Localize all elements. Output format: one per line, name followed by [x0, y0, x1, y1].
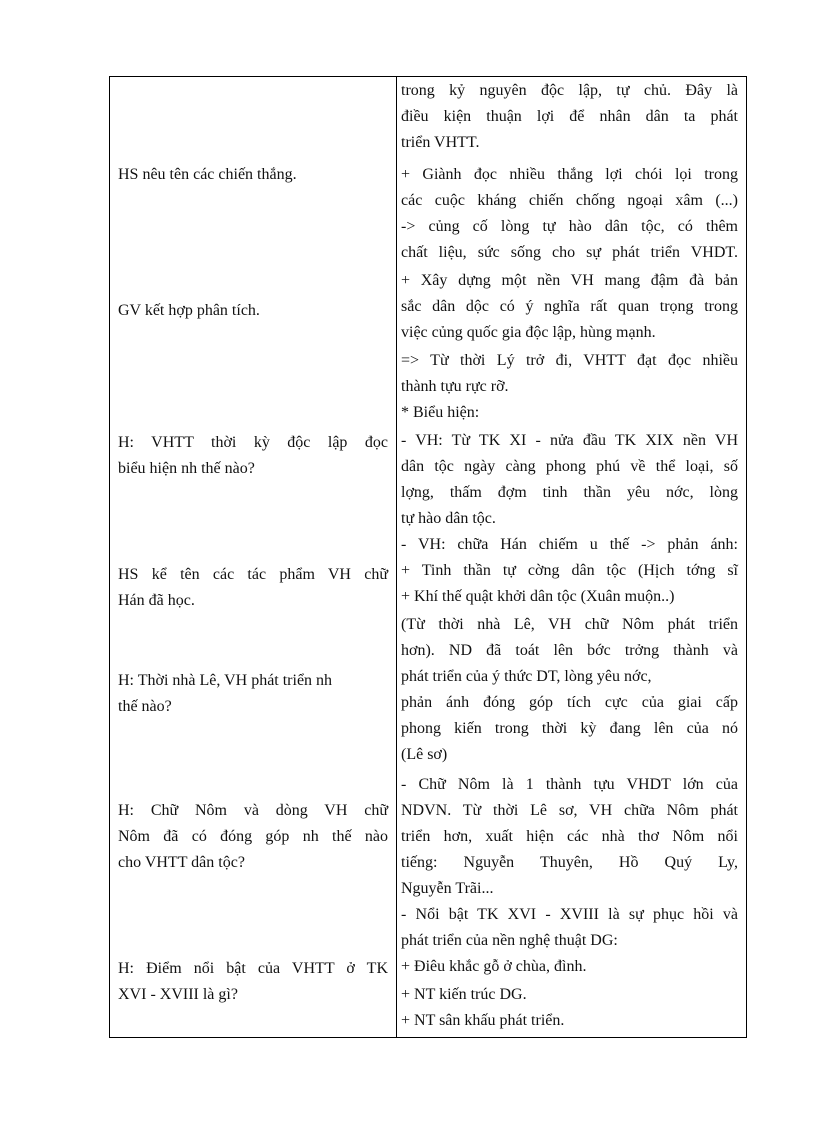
right-line: - Chữ Nôm là 1 thành tựu VHDT lớn của	[401, 776, 738, 793]
left-line: biểu hiện nh thế nào?	[118, 460, 255, 477]
right-line: thành tựu rực rỡ.	[401, 378, 509, 395]
left-line: H: Thời nhà Lê, VH phát triển nh	[118, 672, 333, 689]
left-line: H: Chữ Nôm và dòng VH chữ	[118, 802, 388, 819]
right-line: => Từ thời Lý trở đi, VHTT đạt đọc nhiều	[401, 352, 738, 369]
right-line: dân tộc ngày càng phong phú về thể loại, số	[401, 458, 738, 475]
right-line: tiếng: Nguyễn Thuyên, Hồ Quý Ly,	[401, 854, 738, 871]
right-line: NDVN. Từ thời Lê sơ, VH chữa Nôm phát	[401, 802, 738, 819]
right-line: - VH: Từ TK XI - nửa đầu TK XIX nền VH	[401, 432, 738, 449]
right-line: (Lê sơ)	[401, 746, 448, 763]
left-line: cho VHTT dân tộc?	[118, 854, 245, 871]
right-line: -> củng cố lòng tự hào dân tộc, có thêm	[401, 218, 738, 235]
right-line: phản ánh đóng góp tích cực của giai cấp	[401, 694, 738, 711]
lesson-table	[109, 76, 747, 1038]
right-line: chất liệu, sức sống cho sự phát triển VHDT.	[401, 244, 738, 261]
right-line: các cuộc kháng chiến chống ngoại xâm (...)	[401, 192, 738, 209]
left-line: Nôm đã có đóng góp nh thế nào	[118, 828, 388, 845]
right-line: lợng, thấm đợm tinh thần yêu nớc, lòng	[401, 484, 738, 501]
right-line: triển VHTT.	[401, 134, 480, 151]
right-line: sắc dân dộc có ý nghĩa rất quan trọng trong	[401, 298, 738, 315]
right-line: + Tinh thần tự cờng dân tộc (Hịch tớng sĩ	[401, 562, 738, 579]
right-line: + Xây dựng một nền VH mang đậm đà bản	[401, 272, 738, 289]
right-line: điều kiện thuận lợi để nhân dân ta phát	[401, 108, 738, 125]
right-line: + NT kiến trúc DG.	[401, 986, 527, 1003]
right-line: phát triển của ý thức DT, lòng yêu nớc,	[401, 668, 652, 685]
right-line: Nguyễn Trãi...	[401, 880, 494, 897]
right-line: trong kỷ nguyên độc lập, tự chủ. Đây là	[401, 82, 738, 99]
right-line: + Giành đọc nhiều thắng lợi chói lọi trong	[401, 166, 738, 183]
left-line: HS kể tên các tác phẩm VH chữ	[118, 566, 388, 583]
column-divider	[396, 77, 397, 1037]
left-line: H: VHTT thời kỳ độc lập đọc	[118, 434, 388, 451]
left-line: HS nêu tên các chiến thắng.	[118, 166, 297, 183]
right-line: việc củng quốc gia độc lập, hùng mạnh.	[401, 324, 656, 341]
right-line: + Khí thế quật khởi dân tộc (Xuân muộn..)	[401, 588, 675, 605]
right-line: phong kiến trong thời kỳ đang lên của nó	[401, 720, 738, 737]
left-line: H: Điểm nổi bật của VHTT ở TK	[118, 960, 388, 977]
right-line: hơn). ND đã toát lên bớc trởng thành và	[401, 642, 738, 659]
left-line: thế nào?	[118, 698, 172, 715]
right-line: phát triển của nền nghệ thuật DG:	[401, 932, 618, 949]
right-line: (Từ thời nhà Lê, VH chữ Nôm phát triển	[401, 616, 738, 633]
left-line: GV kết hợp phân tích.	[118, 302, 260, 319]
right-line: triển hơn, xuất hiện các nhà thơ Nôm nổi	[401, 828, 738, 845]
right-line: * Biểu hiện:	[401, 404, 480, 421]
right-line: tự hào dân tộc.	[401, 510, 496, 527]
right-line: + Điêu khắc gỗ ở chùa, đình.	[401, 958, 587, 975]
right-line: - Nổi bật TK XVI - XVIII là sự phục hồi và	[401, 906, 738, 923]
left-line: Hán đã học.	[118, 592, 195, 609]
right-line: + NT sân khấu phát triển.	[401, 1012, 565, 1029]
right-line: - VH: chữa Hán chiếm u thế -> phản ánh:	[401, 536, 738, 553]
left-line: XVI - XVIII là gì?	[118, 986, 238, 1003]
